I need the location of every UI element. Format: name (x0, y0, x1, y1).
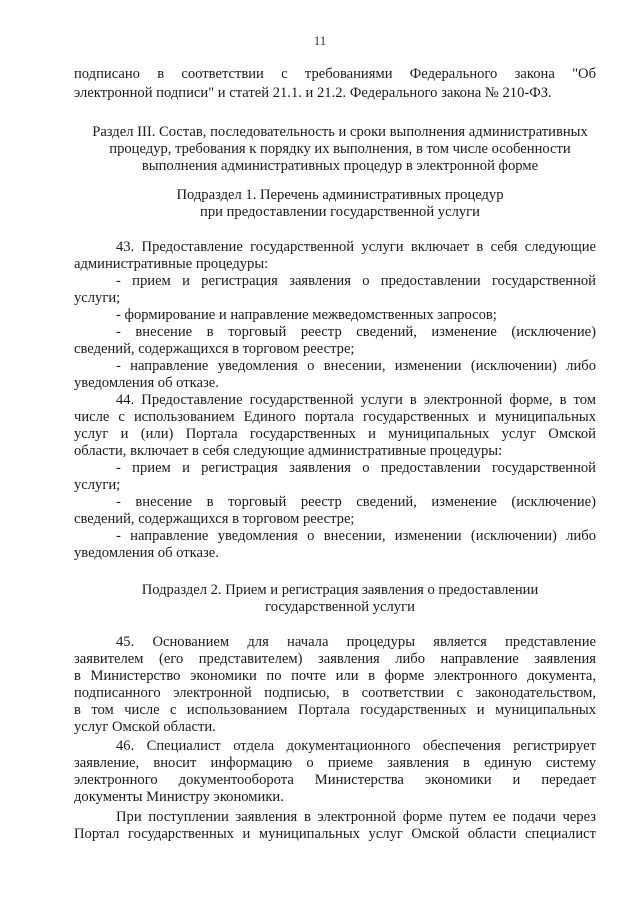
paragraph-line: подписанного электронной подписью, в соответствии с законодательством, (74, 685, 596, 701)
subsection-heading: Подраздел 2. Прием и регистрация заявления о предоставлении (141, 582, 539, 598)
paragraph-line: подписано в соответствии с требованиями Федерального закона "Об (74, 66, 596, 82)
paragraph-line: 44. Предоставление государственной услуги в электронной форме, в том (116, 392, 596, 408)
paragraph-line: 46. Специалист отдела документационного обеспечения регистрирует (116, 738, 596, 754)
paragraph-line: в Министерство экономики по почте или в форме электронного документа, (74, 668, 596, 684)
list-item: - внесение в торговый реестр сведений, изменение (исключение) (116, 324, 596, 340)
list-item: - направление уведомления о внесении, изменении (исключении) либо (116, 358, 596, 374)
paragraph-line: числе с использованием Единого портала государственных и муниципальных (74, 409, 596, 425)
list-item: - формирование и направление межведомственных запросов; (116, 307, 497, 323)
list-item-continuation: уведомления об отказе. (74, 375, 219, 391)
list-item-continuation: уведомления об отказе. (74, 545, 219, 561)
paragraph-line: документы Министру экономики. (74, 789, 284, 805)
paragraph-line: в том числе с использованием Портала государственных и муниципальных (74, 702, 596, 718)
section-heading: процедур, требования к порядку их выполнения, в том числе особенности (109, 141, 571, 157)
paragraph-line: услуг и (или) Портала государственных и муниципальных услуг Омской (74, 426, 596, 442)
paragraph-line: Портал государственных и муниципальных услуг Омской области специалист (74, 826, 596, 842)
subsection-heading: Подраздел 1. Перечень административных процедур (176, 187, 504, 203)
paragraph-line: административные процедуры: (74, 256, 269, 272)
list-item-continuation: услуги; (74, 290, 121, 306)
page-number: 11 (313, 33, 327, 48)
list-item-continuation: сведений, содержащихся в торговом реестре; (74, 341, 355, 357)
subsection-heading: при предоставлении государственной услуги (200, 204, 480, 220)
section-heading: Раздел III. Состав, последовательность и сроки выполнения административных (92, 124, 588, 140)
paragraph-line: заявителем (его представителем) заявления либо направление заявления (74, 651, 596, 667)
paragraph-line: заявление, вносит информацию о приеме заявления в единую систему (74, 755, 596, 771)
list-item-continuation: услуги; (74, 477, 121, 493)
list-item: - прием и регистрация заявления о предоставлении государственной (116, 460, 596, 476)
subsection-heading: государственной услуги (265, 599, 415, 615)
paragraph-line: 43. Предоставление государственной услуги включает в себя следующие (116, 239, 596, 255)
list-item: - направление уведомления о внесении, изменении (исключении) либо (116, 528, 596, 544)
paragraph-line: электронного документооборота Министерства экономики и передает (74, 772, 596, 788)
paragraph-line: услуг Омской области. (74, 719, 216, 735)
paragraph-line: области, включает в себя следующие административные процедуры: (74, 443, 503, 459)
paragraph-line: 45. Основанием для начала процедуры является представление (116, 634, 596, 650)
paragraph-line: электронной подписи" и статей 21.1. и 21.2. Федерального закона № 210-ФЗ. (74, 85, 552, 101)
list-item: - прием и регистрация заявления о предоставлении государственной (116, 273, 596, 289)
list-item-continuation: сведений, содержащихся в торговом реестре; (74, 511, 355, 527)
section-heading: выполнения административных процедур в электронной форме (141, 158, 539, 174)
paragraph-line: При поступлении заявления в электронной форме путем ее подачи через (116, 809, 596, 825)
list-item: - внесение в торговый реестр сведений, изменение (исключение) (116, 494, 596, 510)
